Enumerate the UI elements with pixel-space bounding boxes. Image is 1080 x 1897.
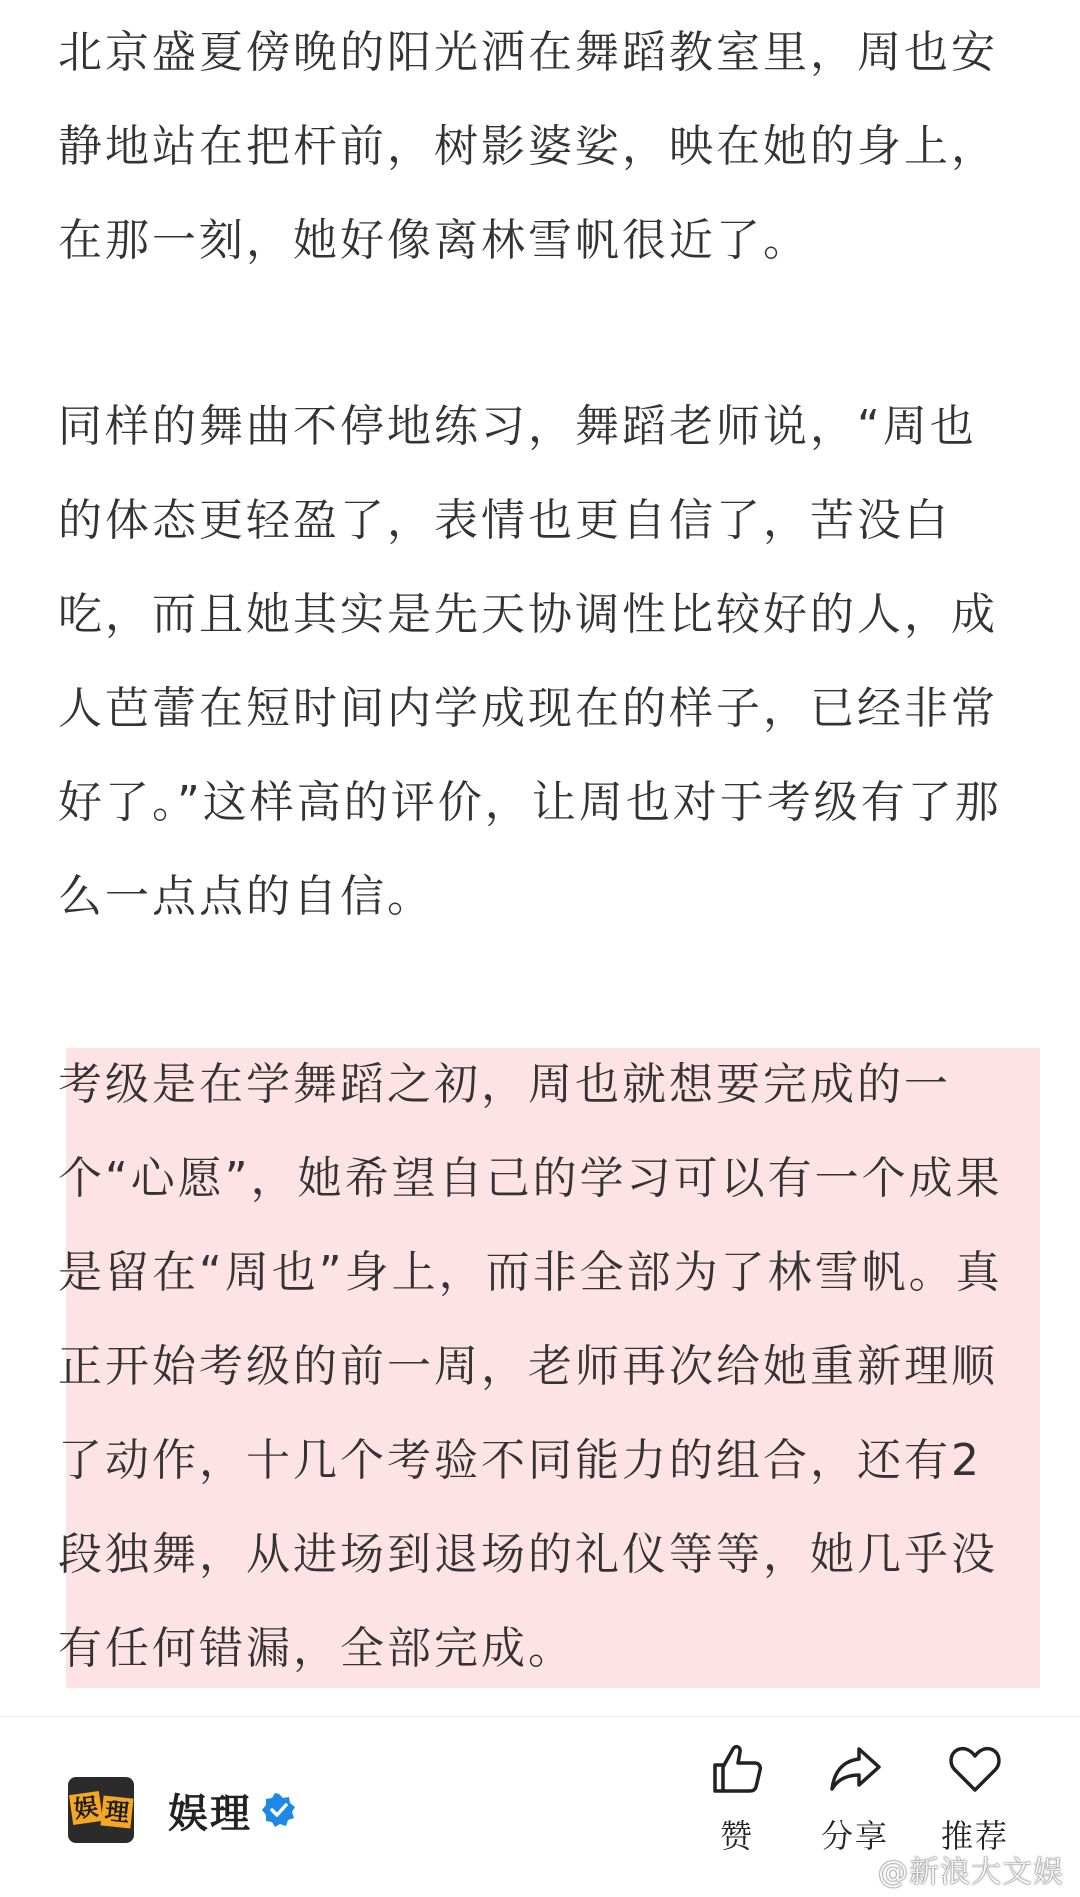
share-arrow-icon bbox=[827, 1741, 883, 1797]
heart-icon bbox=[947, 1741, 1003, 1797]
watermark-text: @新浪大文娱 bbox=[878, 1855, 1064, 1890]
article-paragraph-1: 北京盛夏傍晚的阳光洒在舞蹈教室里，周也安静地站在把杆前，树影婆娑，映在她的身上，在那一刻，她好像离林雪帆很近了。 bbox=[58, 27, 998, 266]
thumbs-up-icon bbox=[709, 1741, 765, 1797]
watermark bbox=[840, 1847, 1064, 1891]
recommend-button[interactable] bbox=[920, 1741, 1030, 1857]
author-info[interactable] bbox=[68, 1777, 296, 1843]
like-label: 赞 bbox=[719, 1817, 754, 1855]
article-paragraph-2: 同样的舞曲不停地练习，舞蹈老师说，“周也的体态更轻盈了，表情也更自信了，苦没白吃，而且她其实是先天协调性比较好的人，成人芭蕾在短时间内学成现在的样子，已经非常好了。”这样高的评价，让周也对于考级有了那么一点点的自信。 bbox=[58, 401, 1002, 922]
author-avatar[interactable] bbox=[68, 1777, 134, 1843]
avatar-tile-2: 理 bbox=[101, 1796, 134, 1829]
bottom-action-bar bbox=[0, 1717, 1080, 1897]
recommend-label: 推荐 bbox=[940, 1817, 1009, 1855]
author-name[interactable]: 娱理 bbox=[168, 1790, 252, 1837]
verified-badge-icon bbox=[262, 1793, 296, 1827]
avatar-tile-1: 娱 bbox=[69, 1791, 103, 1825]
share-label: 分享 bbox=[820, 1817, 889, 1855]
like-button[interactable] bbox=[682, 1741, 792, 1857]
share-button[interactable] bbox=[800, 1741, 910, 1857]
article-paragraph-3-highlighted: 考级是在学舞蹈之初，周也就想要完成的一个“心愿”，她希望自己的学习可以有一个成果是留在“周也”身上，而非全部为了林雪帆。真正开始考级的前一周，老师再次给她重新理顺了动作，十几个考验不同能力的组合，还有2段独舞，从进场到退场的礼仪等等，她几乎没有任何错漏，全部完成。 bbox=[58, 1059, 1003, 1674]
weibo-icon bbox=[840, 1855, 874, 1883]
